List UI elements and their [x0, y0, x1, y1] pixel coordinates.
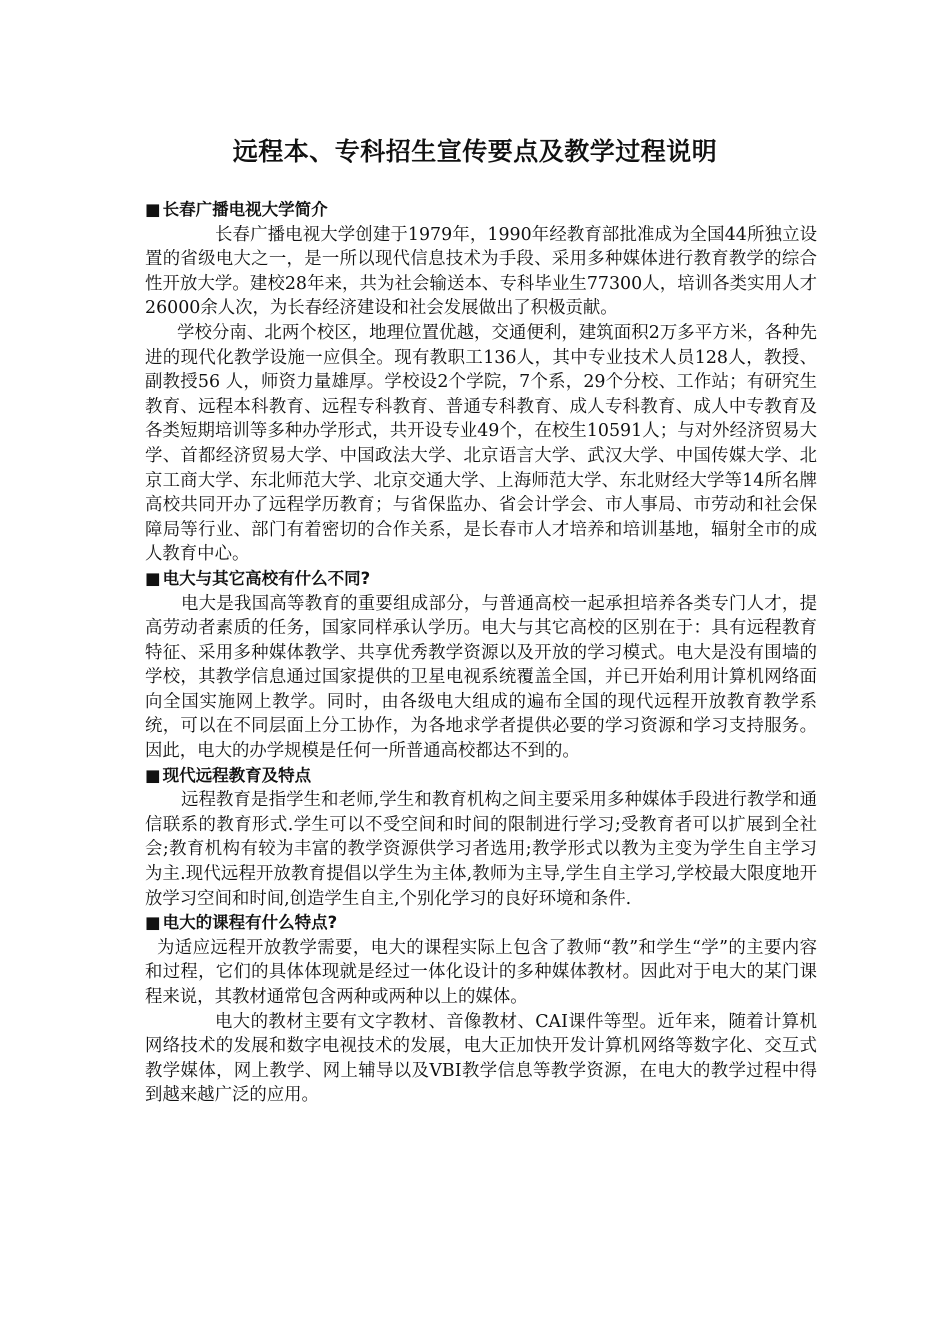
- section-distance-education: [145, 764, 817, 912]
- section-difference: [145, 567, 817, 764]
- square-bullet-icon: ■: [145, 568, 161, 588]
- paragraph: 电大是我国高等教育的重要组成部分，与普通高校一起承担培养各类专门人才，提高劳动者素质的任务，国家同样承认学历。电大与其它高校的区别在于：具有远程教育特征、采用多种媒体教学、共享优秀教学资源以及开放的学习模式。电大是没有围墙的学校，其教学信息通过国家提供的卫星电视系统覆盖全国，并已开始利用计算机网络面向全国实施网上教学。同时，由各级电大组成的遍布全国的现代远程开放教育教学系统，可以在不同层面上分工协作，为各地求学者提供必要的学习资源和学习支持服务。因此，电大的办学规模是任何一所普通高校都达不到的。: [145, 593, 817, 762]
- section-course-features: [145, 911, 817, 1108]
- document-title: 远程本、专科招生宣传要点及教学过程说明: [232, 137, 718, 166]
- paragraph: 为适应远程开放教学需要，电大的课程实际上包含了教师“教”和学生“学”的主要内容和过程，它们的具体体现就是经过一体化设计的多种媒体教材。因此对于电大的某门课程来说，其教材通常包含两种或两种以上的媒体。: [145, 937, 817, 1007]
- paragraph: 学校分南、北两个校区，地理位置优越，交通便利，建筑面积2万多平方米，各种先进的现代化教学设施一应俱全。现有教职工136人，其中专业技术人员128人，教授、副教授56 人，师资力量雄厚。学校设2个学院，7个系，29个分校、工作站；有研究生教育、远程本科教育、远程专科教育、普通专科教育、成人专科教育、成人中专教育及各类短期培训等多种办学形式，共开设专业49个，在校生10591人；与对外经济贸易大学、首都经济贸易大学、中国政法大学、北京语言大学、武汉大学、中国传媒大学、北京工商大学、东北师范大学、北京交通大学、上海师范大学、东北财经大学等14所名牌高校共同开办了远程学历教育；与省保监办、省会计学会、市人事局、市劳动和社会保障局等行业、部门有着密切的合作关系，是长春市人才培养和培训基地，辐射全市的成人教育中心。: [145, 322, 817, 565]
- paragraph: 远程教育是指学生和老师,学生和教育机构之间主要采用多种媒体手段进行教学和通信联系的教育形式.学生可以不受空间和时间的限制进行学习;受教育者可以扩展到全社会;教育机构有较为丰富的教学资源供学习者选用;教学形式以教为主变为学生自主学习为主.现代远程开放教育提倡以学生为主体,教师为主导,学生自主学习,学校最大限度地开放学习空间和时间,创造学生自主,个别化学习的良好环境和条件.: [145, 790, 817, 909]
- paragraph: 长春广播电视大学创建于1979年，1990年经教育部批准成为全国44所独立设置的省级电大之一，是一所以现代信息技术为手段、采用多种媒体进行教育教学的综合性开放大学。建校28年来，共为社会输送本、专科毕业生77300人，培训各类实用人才26000余人次，为长春经济建设和社会发展做出了积极贡献。: [145, 224, 817, 319]
- section-school-intro: [145, 198, 817, 567]
- square-bullet-icon: ■: [145, 913, 161, 933]
- section-heading-text: 长春广播电视大学简介: [162, 200, 328, 219]
- section-heading-text: 电大的课程有什么特点?: [162, 913, 338, 933]
- section-heading-text: 电大与其它高校有什么不同?: [162, 568, 371, 588]
- square-bullet-icon: ■: [145, 200, 161, 219]
- square-bullet-icon: ■: [145, 765, 161, 785]
- section-heading: [145, 567, 817, 592]
- document-body: [145, 198, 817, 1108]
- section-heading: [145, 764, 817, 789]
- section-heading: [145, 911, 817, 936]
- paragraph: 电大的教材主要有文字教材、音像教材、CAI课件等型。近年来，随着计算机网络技术的发展和数字电视技术的发展，电大正加快开发计算机网络等数字化、交互式教学媒体，网上教学、网上辅导以及VBI教学信息等教学资源，在电大的教学过程中得到越来越广泛的应用。: [145, 1011, 817, 1106]
- section-heading: [145, 198, 817, 223]
- section-heading-text: 现代远程教育及特点: [162, 765, 312, 785]
